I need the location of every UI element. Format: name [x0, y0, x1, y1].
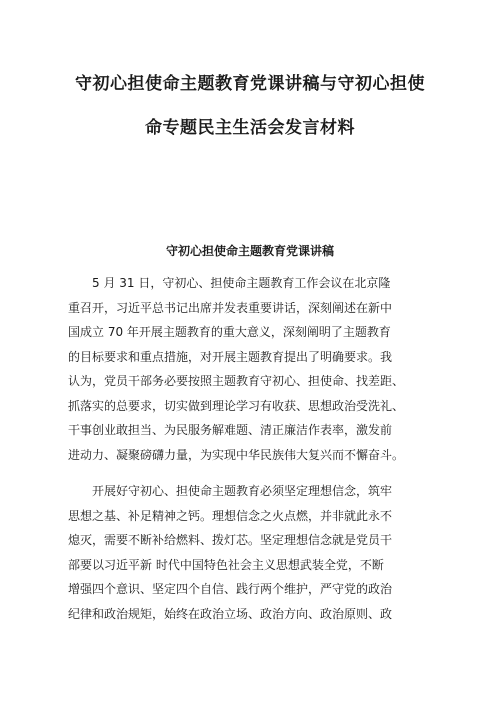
body-paragraph	[68, 271, 432, 467]
paragraph-line: 5 月 31 日，守初心、担使命主题教育工作会议在北京隆	[68, 276, 391, 290]
paragraph-line: 纪律和政治规矩，始终在政治立场、政治方向、政治原则、政	[68, 606, 393, 621]
paragraph-line: 抓落实的总要求，切实做到理论学习有收获、思想政治受洗礼、	[68, 398, 405, 413]
paragraph-line: 部要以习近平新 时代中国特色社会主义思想武装全党，不断	[68, 557, 384, 572]
title-line: 命专题民主生活会发言材料	[145, 118, 355, 138]
paragraph-line: 开展好守初心、担使命主题教育必须坚定理想信念，筑牢	[68, 484, 393, 498]
paragraph-line: 进动力、凝聚磅礴力量，为实现中华民族伟大复兴而不懈奋斗。	[68, 447, 405, 462]
paragraph-line: 认为，党员干部务必要按照主题教育守初心、担使命、找差距、	[68, 374, 405, 388]
paragraph-line: 的目标要求和重点措施，对开展主题教育提出了明确要求。我	[68, 349, 393, 364]
paragraph-line: 熄灭，需要不断补给燃料、拨灯芯。坚定理想信念就是党员干	[68, 533, 393, 547]
body-paragraph	[68, 479, 432, 626]
section-heading: 守初心担使命主题教育党课讲稿	[165, 244, 334, 258]
paragraph-line: 增强四个意识、坚定四个自信、践行两个维护，严守党的政治	[68, 582, 393, 596]
title-line: 守初心担使命主题教育党课讲稿与守初心担使	[75, 74, 425, 94]
paragraph-line: 重召开，习近平总书记出席并发表重要讲话，深刻阐述在新中	[68, 300, 393, 315]
paragraph-line: 思想之基、补足精神之钙。理想信念之火点燃，并非就此永不	[68, 508, 393, 523]
paragraph-line: 国成立 70 年开展主题教育的重大意义，深刻阐明了主题教育	[68, 325, 391, 339]
paragraph-line: 干事创业敢担当、为民服务解难题、清正廉洁作表率，激发前	[68, 423, 393, 437]
document-title	[68, 62, 432, 150]
